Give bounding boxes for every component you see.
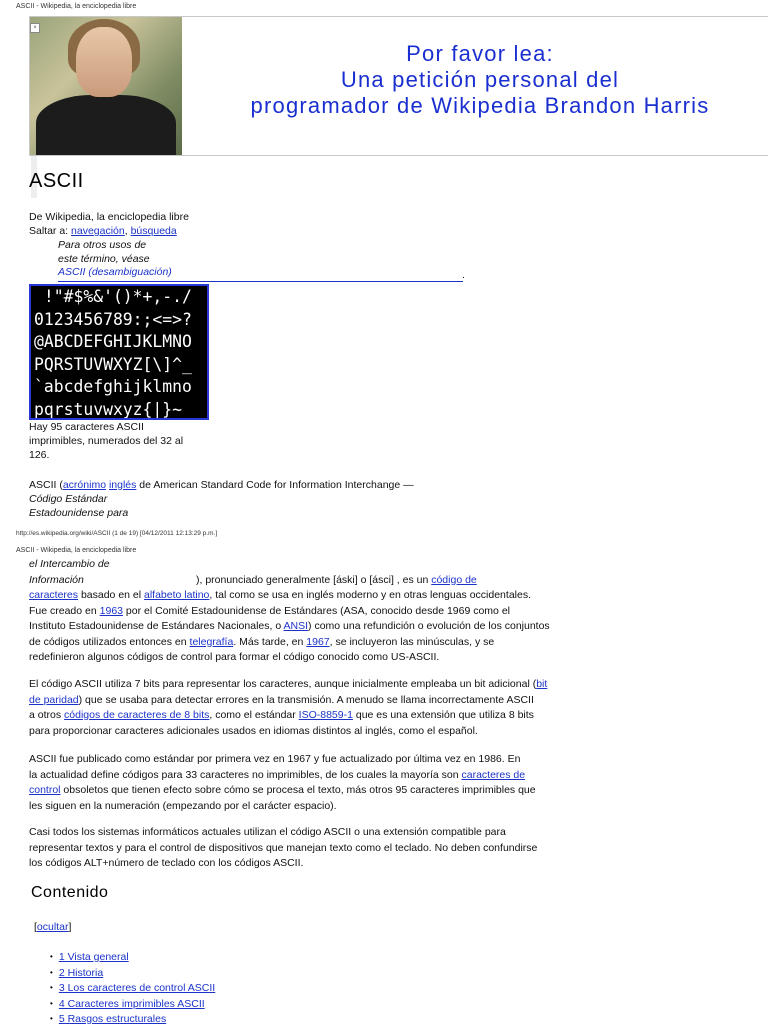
intro-text-b: de American Standard Code for Information Interchange — bbox=[136, 479, 414, 491]
link-ingles[interactable]: inglés bbox=[108, 479, 137, 491]
toc-link-vista-general[interactable]: 1 Vista general bbox=[58, 951, 129, 963]
p2-text-d: , como el estándar bbox=[209, 709, 299, 721]
jump-prefix: Saltar a: bbox=[29, 225, 72, 237]
p2-text-a: El código ASCII utiliza 7 bits para representar los caracteres, aunque inicialmente empleaba un bit adicional ( bbox=[29, 678, 537, 690]
from-line: De Wikipedia, la enciclopedia libre bbox=[29, 211, 189, 223]
banner-appeal[interactable] bbox=[190, 41, 768, 119]
jump-sep: , bbox=[124, 225, 131, 237]
cont-text-g: ) como una refundición o evolución de los conjuntos bbox=[308, 620, 550, 632]
glyph-row: `abcdefghijklmno bbox=[34, 377, 192, 396]
toc-link-historia[interactable]: 2 Historia bbox=[58, 966, 104, 979]
paragraph-history bbox=[29, 752, 536, 814]
photo-face bbox=[76, 27, 132, 97]
p2-text-f: para proporcionar caracteres adicionales usados en idiomas distintos al inglés, como el español. bbox=[29, 724, 478, 737]
toc-toggle bbox=[34, 920, 71, 935]
link-alfabeto-latino[interactable]: alfabeto latino bbox=[144, 589, 210, 601]
cont-text-d: Fue creado en bbox=[29, 604, 100, 617]
caption-line-2: imprimibles, numerados del 32 al bbox=[29, 435, 184, 447]
page2-header: ASCII - Wikipedia, la enciclopedia libre bbox=[16, 547, 137, 554]
p2-text-b: ) que se usaba para detectar errores en la transmisión. A menudo se llama incorrectamente ASCII bbox=[78, 693, 534, 706]
cont-text-f: Instituto Estadounidense de Estándares Nacionales, o bbox=[29, 620, 284, 632]
banner-photo bbox=[30, 17, 182, 155]
caption-line-1: Hay 95 caracteres ASCII bbox=[29, 421, 144, 433]
intro-continued bbox=[29, 557, 550, 666]
appeal-line-2[interactable]: Una petición personal del bbox=[340, 67, 620, 92]
toc-item bbox=[50, 981, 215, 997]
link-busqueda[interactable]: búsqueda bbox=[130, 225, 177, 237]
link-navegacion[interactable]: navegación bbox=[71, 225, 125, 237]
intro-italic-3: el Intercambio de bbox=[29, 558, 110, 570]
p3-text-b: la actualidad define códigos para 33 caracteres no imprimibles, de los cuales la mayoría son bbox=[29, 768, 462, 781]
toc-link-imprimibles[interactable]: 4 Caracteres imprimibles ASCII bbox=[58, 997, 205, 1010]
cont-text-b: basado en el bbox=[78, 589, 144, 601]
intro-text-a: ASCII ( bbox=[29, 479, 63, 491]
intro-italic-4: Información bbox=[29, 573, 84, 586]
link-1963[interactable]: 1963 bbox=[99, 604, 123, 617]
toc-bracket-close: ] bbox=[68, 921, 72, 933]
p2-text-c: a otros bbox=[29, 709, 65, 721]
p3-text-d: les siguen en la numeración (empezando por el carácter espacio). bbox=[29, 799, 337, 812]
caption-line-3: 126. bbox=[29, 449, 50, 461]
link-1967[interactable]: 1967 bbox=[306, 635, 330, 648]
cont-text-j: , se incluyeron las minúsculas, y se bbox=[329, 635, 495, 648]
page-header: ASCII - Wikipedia, la enciclopedia libre bbox=[16, 3, 137, 10]
cont-text-i: . Más tarde, en bbox=[233, 635, 307, 648]
p3-text-c: obsoletos que tienen efecto sobre cómo se procesa el texto, más otros 95 caracteres imprimibles que bbox=[60, 784, 536, 796]
intro-italic-1: Código Estándar bbox=[29, 493, 108, 505]
paragraph-usage bbox=[29, 825, 537, 872]
toc-bracket-open: [ bbox=[34, 921, 37, 933]
link-caracteres[interactable]: caracteres bbox=[29, 589, 79, 601]
glyph-row: !"#$%&'()*+,-./ bbox=[34, 287, 192, 306]
cont-text-h: de códigos utilizados entonces en bbox=[29, 635, 190, 648]
dab-period: . bbox=[462, 269, 465, 281]
toc-hide-link[interactable]: ocultar bbox=[36, 921, 69, 933]
cont-text-a: ), pronunciado generalmente [áski] o [ásci] , es un bbox=[196, 573, 432, 586]
broken-image-icon: × bbox=[30, 23, 40, 33]
link-8-bits[interactable]: códigos de caracteres de 8 bits bbox=[64, 709, 210, 721]
link-control[interactable]: control bbox=[29, 784, 61, 796]
link-acronimo[interactable]: acrónimo bbox=[62, 479, 107, 491]
link-de-paridad[interactable]: de paridad bbox=[29, 693, 79, 706]
appeal-line-1[interactable]: Por favor lea: bbox=[406, 41, 554, 66]
glyph-row: PQRSTUVWXYZ[\]^_ bbox=[34, 354, 192, 374]
cont-text-k: redefinieron algunos códigos de control para formar el código conocido como US-ASCII. bbox=[29, 651, 440, 663]
dab-line-1: Para otros usos de bbox=[58, 239, 147, 251]
photo-body bbox=[36, 95, 176, 155]
fundraising-banner[interactable] bbox=[29, 16, 768, 156]
dab-note bbox=[58, 239, 172, 280]
toc-item bbox=[50, 1012, 215, 1028]
link-caracteres-de[interactable]: caracteres de bbox=[461, 768, 526, 781]
dab-line-2: este término, véase bbox=[58, 252, 150, 265]
toc-item bbox=[50, 997, 215, 1013]
toc-list bbox=[50, 950, 215, 1028]
image-caption bbox=[29, 420, 183, 462]
print-footer: http://es.wikipedia.org/wiki/ASCII (1 de 19) [04/12/2011 12:13:29 p.m.] bbox=[16, 530, 218, 537]
appeal-line-3[interactable]: programador de Wikipedia Brandon Harris bbox=[250, 93, 710, 118]
page-title: ASCII bbox=[29, 170, 84, 192]
p4-text-b: representar textos y para el control de dispositivos que manejan texto como el teclado. No deben confundirse bbox=[29, 841, 538, 854]
dab-underline bbox=[58, 281, 463, 282]
link-telegrafia[interactable]: telegrafía bbox=[189, 635, 234, 648]
cont-text-e: por el Comité Estadounidense de Estándares (ASA, conocido desde 1969 como el bbox=[123, 604, 510, 617]
ascii-chart-image[interactable] bbox=[29, 284, 209, 420]
intro-paragraph bbox=[29, 478, 414, 520]
link-ascii-desambiguacion[interactable]: ASCII (desambiguación) bbox=[58, 266, 172, 278]
toc-item bbox=[50, 950, 215, 966]
link-iso-8859-1[interactable]: ISO-8859-1 bbox=[298, 709, 353, 721]
intro-italic-2: Estadounidense para bbox=[29, 507, 129, 519]
toc-link-rasgos[interactable]: 5 Rasgos estructurales bbox=[58, 1013, 167, 1025]
link-bit[interactable]: bit bbox=[536, 678, 548, 690]
p4-text-a: Casi todos los sistemas informáticos actuales utilizan el código ASCII o una extensión compatible para bbox=[29, 826, 506, 838]
glyph-row: 0123456789:;<=>? bbox=[34, 309, 192, 329]
paragraph-bits bbox=[29, 677, 547, 739]
toc-link-control[interactable]: 3 Los caracteres de control ASCII bbox=[58, 982, 216, 994]
p3-text-a: ASCII fue publicado como estándar por primera vez en 1967 y fue actualizado por última vez en 1986. En bbox=[29, 753, 521, 765]
link-ansi[interactable]: ANSI bbox=[283, 620, 309, 632]
glyph-row: pqrstuvwxyz{|}~ bbox=[34, 399, 183, 419]
p4-text-c: los códigos ALT+número de teclado con los códigos ASCII. bbox=[29, 857, 304, 869]
toc-heading: Contenido bbox=[31, 884, 109, 901]
p2-text-e: que es una extensión que utiliza 8 bits bbox=[352, 709, 534, 721]
cont-text-c: , tal como se usa en inglés moderno y en otras lenguas occidentales. bbox=[209, 589, 531, 601]
jump-links bbox=[29, 224, 177, 239]
link-codigo-de[interactable]: código de bbox=[431, 573, 477, 586]
toc-item bbox=[50, 966, 215, 982]
glyph-row: @ABCDEFGHIJKLMNO bbox=[34, 332, 192, 351]
